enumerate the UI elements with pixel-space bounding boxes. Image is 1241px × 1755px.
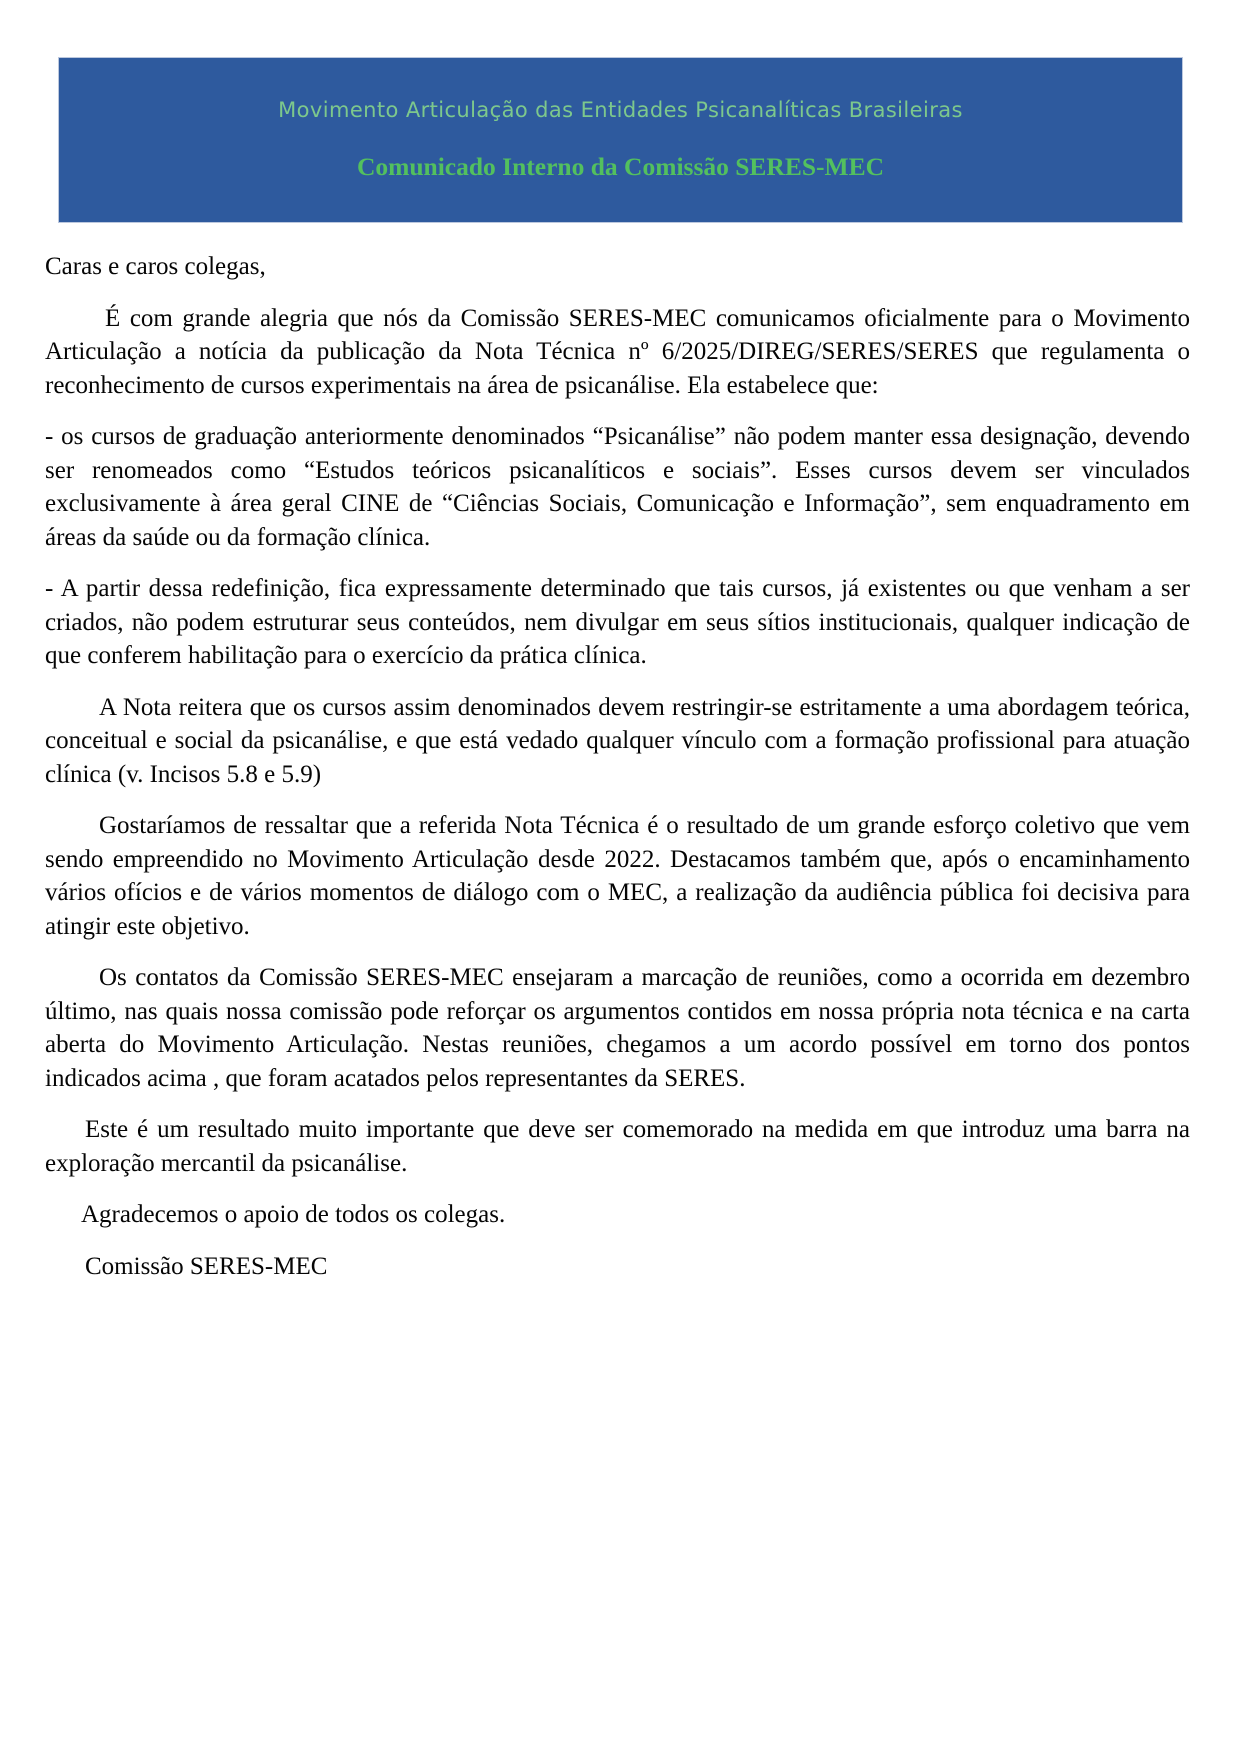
letter-body xyxy=(0,223,1241,1283)
nota-summary-paragraph: A Nota reitera que os cursos assim denominados devem restringir-se estritamente a uma abordagem teórica, conceitual e social da psicanálise, e que está vedado qualquer vínculo com a formação profissional para atuação clínica (v. Incisos 5.8 e 5.9) xyxy=(45,693,1190,788)
collective-effort-paragraph: Gostaríamos de ressaltar que a referida Nota Técnica é o resultado de um grande esforço coletivo que vem sendo empreendido no Movimento Articulação desde 2022. Destacamos também que, após o encaminhamento vários ofícios e de vários momentos de diálogo com o MEC, a realização da audiência pública foi decisiva para atingir este objetivo. xyxy=(45,812,1190,940)
organization-name: Movimento Articulação das Entidades Psicanalíticas Brasileiras xyxy=(278,98,963,122)
meetings-paragraph: Os contatos da Comissão SERES-MEC ensejaram a marcação de reuniões, como a ocorrida em dezembro último, nas quais nossa comissão pode reforçar os argumentos contidos em nossa própria nota técnica e na carta aberta do Movimento Articulação. Nestas reuniões, chegamos a um acordo possível em torno dos pontos indicados acima , que foram acatados pelos representantes da SERES. xyxy=(45,964,1190,1092)
signature-line: Comissão SERES-MEC xyxy=(85,1252,328,1280)
document-title: Comunicado Interno da Comissão SERES-MEC xyxy=(356,152,885,181)
rule-item-renaming: - os cursos de graduação anteriormente denominados “Psicanálise” não podem manter essa designação, devendo ser renomeados como “Estudos teóricos psicanalíticos e sociais”. Esses cursos devem ser vinculados exclusivamente à área geral CINE de “Ciências Sociais, Comunicação e Informação”, sem enquadramento em áreas da saúde ou da formação clínica. xyxy=(45,423,1190,551)
thanks-line: Agradecemos o apoio de todos os colegas. xyxy=(81,1201,506,1228)
rule-item-restrictions: - A partir dessa redefinição, fica expressamente determinado que tais cursos, já existentes ou que venham a ser criados, não podem estruturar seus conteúdos, nem divulgar em seus sítios institucionais, qualquer indicação de que conferem habilitação para o exercício da prática clínica. xyxy=(45,575,1190,669)
result-paragraph: Este é um resultado muito importante que deve ser comemorado na medida em que introduz uma barra na exploração mercantil da psicanálise. xyxy=(45,1116,1190,1177)
banner xyxy=(58,57,1183,223)
intro-paragraph: É com grande alegria que nós da Comissão SERES-MEC comunicamos oficialmente para o Movimento Articulação a notícia da publicação da Nota Técnica nº 6/2025/DIREG/SERES/SERES que regulamenta o reconhecimento de cursos experimentais na área de psicanálise. Ela estabelece que: xyxy=(45,304,1190,399)
letter-greeting: Caras e caros colegas, xyxy=(45,253,266,280)
